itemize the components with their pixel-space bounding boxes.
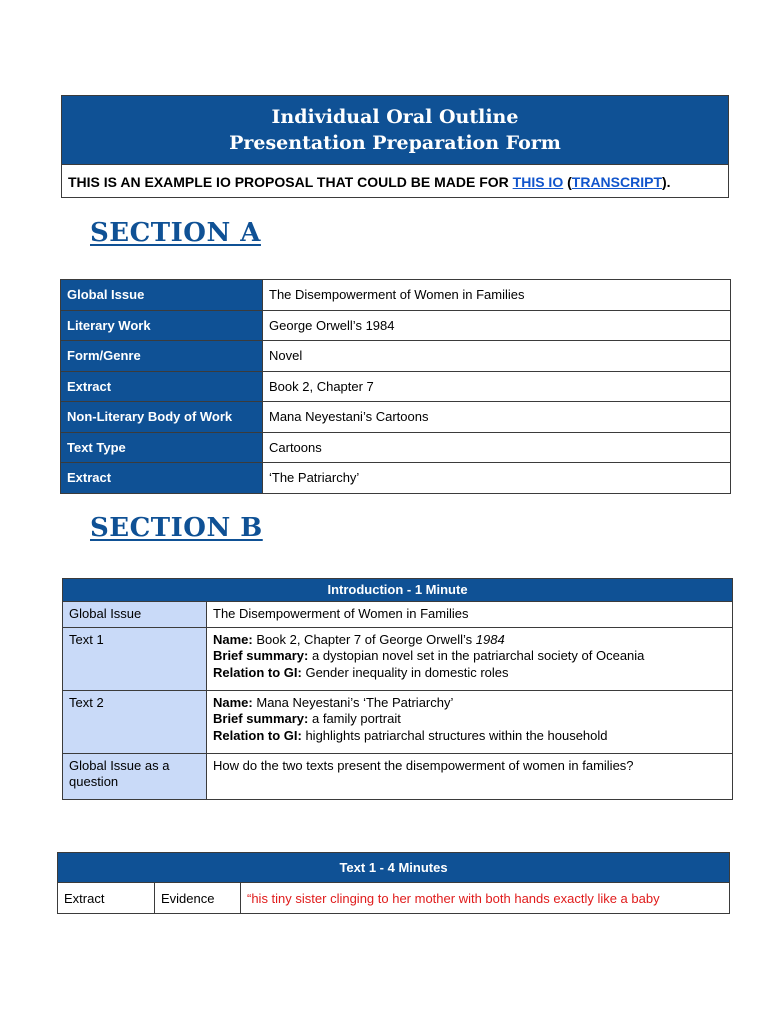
row-label: Global Issue: [61, 280, 263, 311]
question-value: How do the two texts present the disempowerment of women in families?: [207, 753, 733, 799]
row-label: Text Type: [61, 432, 263, 463]
note-prefix: THIS IS AN EXAMPLE IO PROPOSAL THAT COULD BE MADE FOR: [68, 174, 513, 190]
row-value: ‘The Patriarchy’: [263, 463, 731, 494]
text1-name-label: Name:: [213, 631, 253, 647]
text1-relation-value: Gender inequality in domestic roles: [301, 664, 509, 680]
question-label: Global Issue as a question: [63, 753, 207, 799]
text1-label: Text 1: [63, 627, 207, 690]
table-row: [63, 690, 733, 753]
section-a-heading: SECTION A: [90, 218, 261, 248]
row-value: Novel: [263, 341, 731, 372]
text1-summary-value: a dystopian novel set in the patriarchal society of Oceania: [308, 648, 645, 663]
row-value: Cartoons: [263, 432, 731, 463]
table-row: [61, 402, 731, 433]
text1-summary-label: Brief summary:: [213, 648, 309, 663]
note-suffix: ).: [662, 174, 671, 190]
text2-relation-label: Relation to GI:: [213, 727, 302, 743]
section-a-table: [60, 279, 731, 494]
text1-name-italic: 1984: [475, 631, 505, 647]
table-row: [63, 753, 733, 799]
table-row: [63, 602, 733, 628]
evidence-quote: “his tiny sister clinging to her mother with both hands exactly like a baby: [241, 883, 730, 914]
note-mid: (: [563, 174, 572, 190]
table-row: [61, 310, 731, 341]
this-io-link[interactable]: THIS IO: [512, 174, 564, 190]
global-issue-value: The Disempowerment of Women in Families: [207, 602, 733, 628]
table-row: [61, 341, 731, 372]
table-row: [63, 627, 733, 690]
introduction-table: [62, 578, 733, 800]
row-value: George Orwell’s 1984: [263, 310, 731, 341]
form-title: [62, 96, 728, 164]
table-row: [61, 463, 731, 494]
text1-analysis-table: [57, 852, 730, 914]
text2-summary-value: a family portrait: [308, 711, 401, 726]
text1-details: [207, 627, 733, 690]
form-title-line-1: Individual Oral Outline: [271, 106, 519, 128]
row-label: Form/Genre: [61, 341, 263, 372]
example-note: [62, 164, 728, 199]
row-label: Extract: [61, 371, 263, 402]
text2-summary-label: Brief summary:: [213, 711, 309, 726]
text2-name-label: Name:: [213, 694, 253, 710]
text2-relation-value: highlights patriarchal structures within the household: [301, 727, 608, 743]
table-row: [61, 432, 731, 463]
global-issue-label: Global Issue: [63, 602, 207, 628]
row-label: Extract: [61, 463, 263, 494]
text1-name-value: Book 2, Chapter 7 of George Orwell’s: [252, 631, 476, 647]
extract-cell: Extract: [58, 883, 155, 914]
row-label: Non-Literary Body of Work: [61, 402, 263, 433]
row-value: The Disempowerment of Women in Families: [263, 280, 731, 311]
introduction-header: Introduction - 1 Minute: [63, 579, 733, 602]
text1-analysis-header: Text 1 - 4 Minutes: [58, 853, 730, 883]
section-b-heading: SECTION B: [90, 513, 263, 543]
text2-name-value: Mana Neyestani’s ‘The Patriarchy’: [252, 694, 454, 710]
row-label: Literary Work: [61, 310, 263, 341]
row-value: Mana Neyestani’s Cartoons: [263, 402, 731, 433]
form-title-line-2: Presentation Preparation Form: [229, 132, 561, 154]
transcript-link[interactable]: TRANSCRIPT: [571, 174, 663, 190]
row-value: Book 2, Chapter 7: [263, 371, 731, 402]
evidence-cell: Evidence: [155, 883, 241, 914]
text2-label: Text 2: [63, 690, 207, 753]
text2-details: [207, 690, 733, 753]
table-row: [61, 371, 731, 402]
text1-relation-label: Relation to GI:: [213, 664, 302, 680]
table-row: [58, 883, 730, 914]
form-header: [61, 95, 729, 198]
table-row: [61, 280, 731, 311]
